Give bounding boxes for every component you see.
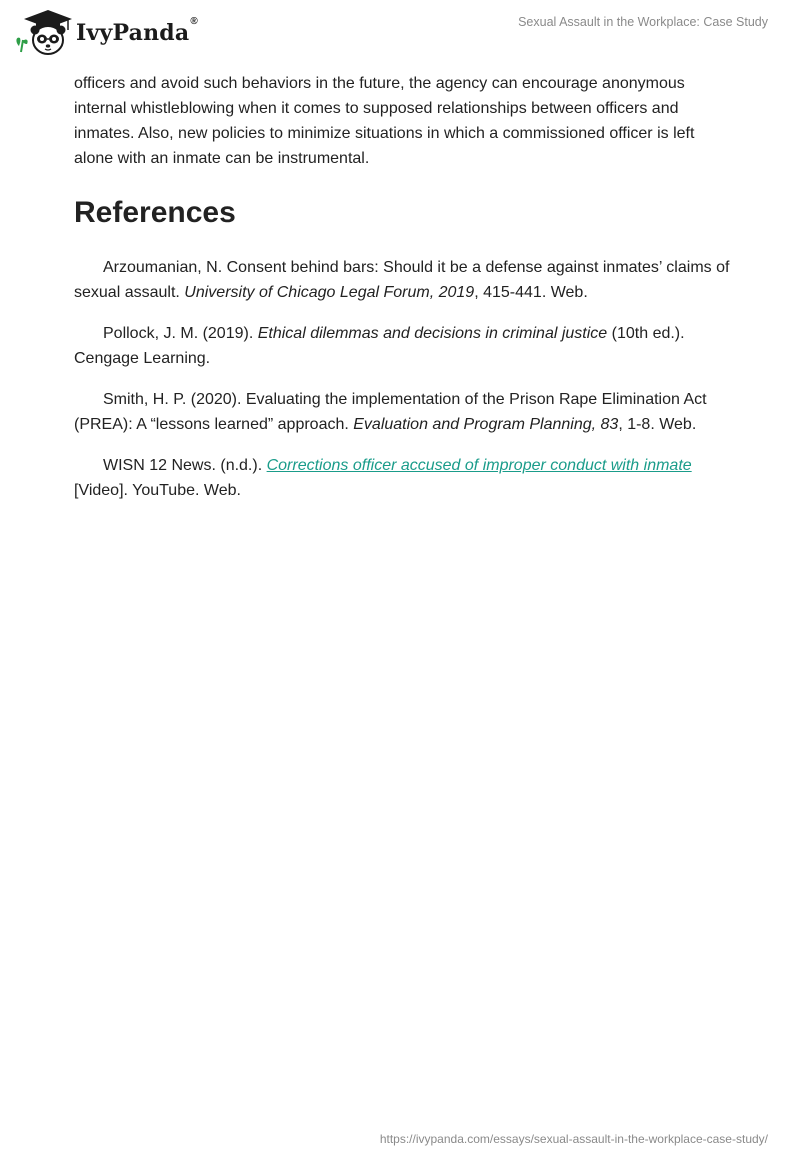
- logo-wordmark: IvyPanda®: [76, 16, 198, 46]
- reference-item: [74, 387, 734, 437]
- reference-text: , 415-441. Web.: [474, 284, 588, 301]
- document-body: [74, 71, 734, 519]
- reference-text: Smith, H. P. (2020). Evaluating the implementation of the Prison Rape Elimination Act (PREA): A “lessons learned” approach.: [74, 391, 707, 433]
- video-reference-link[interactable]: Corrections officer accused of improper conduct with inmate: [266, 457, 692, 474]
- references-heading: References: [74, 196, 236, 229]
- reference-item: [74, 453, 734, 503]
- intro-paragraph: officers and avoid such behaviors in the future, the agency can encourage anonymous internal whistleblowing when it comes to supposed relationships between officers and inmates. Also, new policies to minimize situations in which a commissioned officer is left alone with an inmate can be instrumental.: [74, 75, 695, 167]
- reference-text: Pollock, J. M. (2019).: [103, 325, 258, 342]
- panda-graduate-icon: [14, 8, 72, 56]
- page-header: [0, 0, 800, 64]
- reference-item: [74, 321, 734, 371]
- reference-source-title: Evaluation and Program Planning, 83: [353, 416, 619, 433]
- reference-text: , 1-8. Web.: [618, 416, 697, 433]
- document-title: Sexual Assault in the Workplace: Case Study: [518, 15, 768, 29]
- ivypanda-logo[interactable]: [14, 8, 198, 56]
- reference-text: Arzoumanian, N. Consent behind bars: Should it be a defense against inmates’ claims of sexual assault.: [74, 259, 730, 301]
- reference-text: WISN 12 News. (n.d.).: [103, 457, 267, 474]
- footer-url: https://ivypanda.com/essays/sexual-assault-in-the-workplace-case-study/: [379, 1132, 768, 1146]
- registered-mark: ®: [190, 16, 198, 27]
- reference-text: [Video]. YouTube. Web.: [74, 482, 241, 499]
- reference-source-title: University of Chicago Legal Forum, 2019: [184, 284, 475, 301]
- reference-source-title: Ethical dilemmas and decisions in criminal justice: [257, 325, 608, 342]
- reference-item: [74, 255, 734, 305]
- reference-text: (10th ed.). Cengage Learning.: [74, 325, 685, 367]
